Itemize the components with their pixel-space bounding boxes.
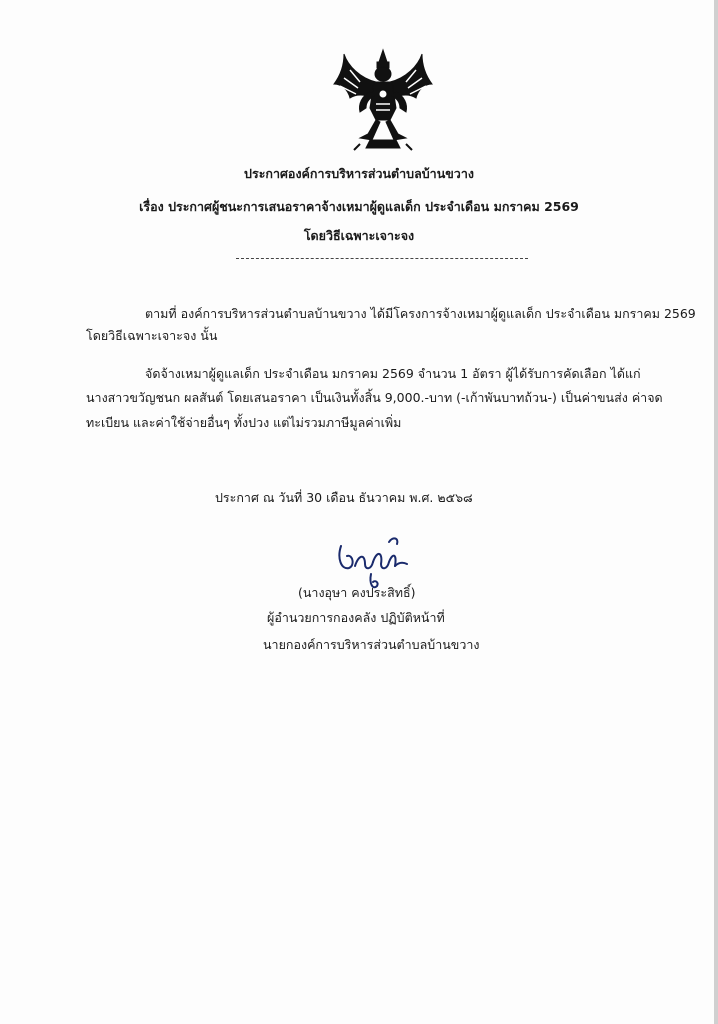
signatory-name: (นางอุษา คงประสิทธิ์) — [298, 585, 416, 600]
paragraph-1-line-1: ตามที่ องค์การบริหารส่วนตำบลบ้านขวาง ได้มีโครงการจ้างเหมาผู้ดูแลเด็ก ประจำเดือน มกราคม 2569 — [145, 306, 696, 321]
header-subject-title: เรื่อง ประกาศผู้ชนะการเสนอราคาจ้างเหมาผู้ดูแลเด็ก ประจำเดือน มกราคม 2569 — [139, 199, 579, 214]
announcement-date: ประกาศ ณ วันที่ 30 เดือน ธันวาคม พ.ศ. ๒๕๖๘ — [215, 490, 473, 505]
paragraph-1-line-2: โดยวิธีเฉพาะเจาะจง นั้น — [86, 328, 218, 343]
header-organization-title: ประกาศองค์การบริหารส่วนตำบลบ้านขวาง — [244, 166, 474, 181]
paragraph-2-line-1: จัดจ้างเหมาผู้ดูแลเด็ก ประจำเดือน มกราคม 2569 จำนวน 1 อัตรา ผู้ได้รับการคัดเลือก ได้แก่ — [145, 366, 641, 381]
header-divider-rule — [236, 258, 528, 259]
signatory-position-2: นายกองค์การบริหารส่วนตำบลบ้านขวาง — [263, 637, 480, 652]
signatory-position-1: ผู้อำนวยการกองคลัง ปฏิบัติหน้าที่ — [267, 610, 445, 625]
page-edge-shadow — [714, 0, 718, 1024]
header-method-title: โดยวิธีเฉพาะเจาะจง — [303, 228, 415, 243]
paragraph-2-line-2: นางสาวขวัญชนก ผลสันต์ โดยเสนอราคา เป็นเงินทั้งสิ้น 9,000.-บาท (-เก้าพันบาทถ้วน-) เป็นค่าขนส่ง ค่าจด — [86, 390, 663, 405]
paragraph-2-line-3: ทะเบียน และค่าใช้จ่ายอื่นๆ ทั้งปวง แต่ไม่รวมภาษีมูลค่าเพิ่ม — [86, 415, 402, 430]
garuda-emblem-icon — [330, 48, 436, 152]
